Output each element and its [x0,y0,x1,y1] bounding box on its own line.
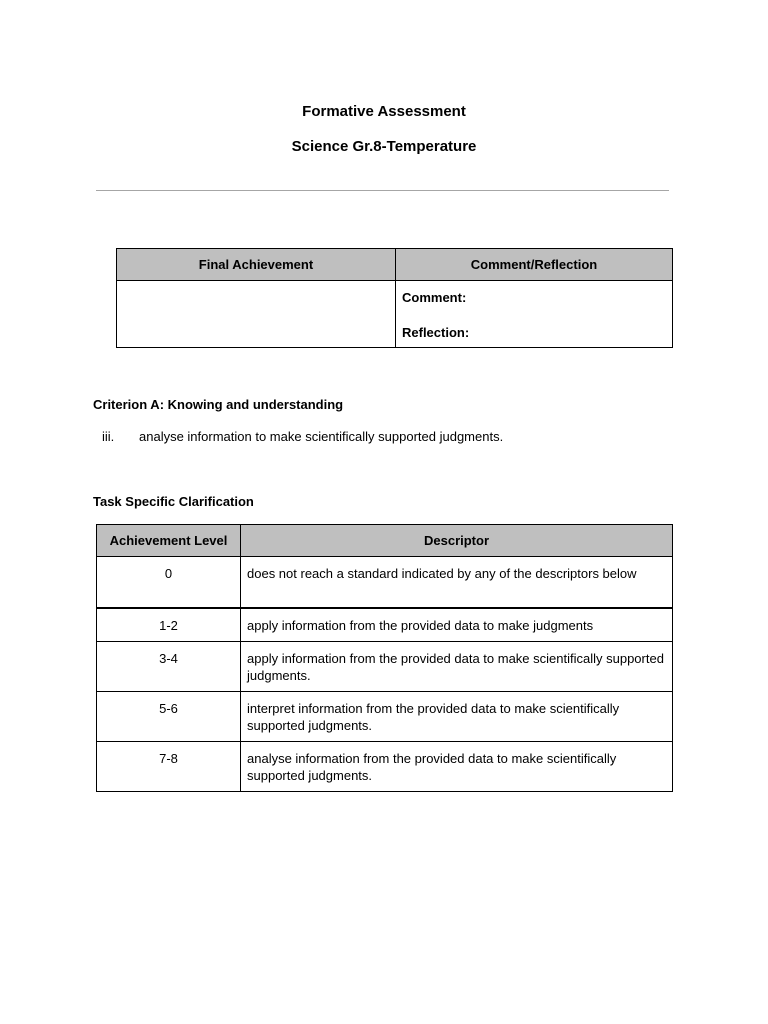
descriptor-cell: apply information from the provided data to make judgments [241,608,673,641]
criterion-item [102,429,503,444]
criterion-heading: Criterion A: Knowing and understanding [93,397,344,412]
achievement-summary-table [116,248,673,348]
achievement-level-header: Achievement Level [97,525,241,557]
table-row [97,741,673,791]
summary-header-row [117,249,673,281]
comment-reflection-cell[interactable] [396,281,673,348]
task-clarification-heading: Task Specific Clarification [93,494,254,509]
reflection-label: Reflection: [402,325,470,340]
criterion-numeral: iii. [102,429,115,444]
comment-label: Comment: [402,290,467,305]
descriptor-cell: does not reach a standard indicated by any of the descriptors below [241,557,673,609]
final-achievement-header: Final Achievement [117,249,396,281]
descriptor-header-row [97,525,673,557]
comment-reflection-header: Comment/Reflection [396,249,673,281]
page-title: Formative Assessment [302,103,466,120]
level-cell: 3-4 [97,641,241,691]
criterion-text: analyse information to make scientifically supported judgments. [139,429,504,444]
descriptor-table [96,524,673,792]
descriptor-cell: analyse information from the provided data to make scientifically supported judgments. [241,741,673,791]
summary-body-row [117,281,673,348]
table-row [97,557,673,609]
level-cell: 1-2 [97,608,241,641]
table-row [97,691,673,741]
header-divider [96,190,669,191]
descriptor-cell: apply information from the provided data to make scientifically supported judgments. [241,641,673,691]
final-achievement-cell[interactable] [117,281,396,348]
descriptor-header: Descriptor [241,525,673,557]
page-subtitle: Science Gr.8-Temperature [291,138,477,155]
table-row [97,608,673,641]
descriptor-cell: interpret information from the provided data to make scientifically supported judgments. [241,691,673,741]
level-cell: 0 [97,557,241,609]
table-row [97,641,673,691]
level-cell: 5-6 [97,691,241,741]
level-cell: 7-8 [97,741,241,791]
